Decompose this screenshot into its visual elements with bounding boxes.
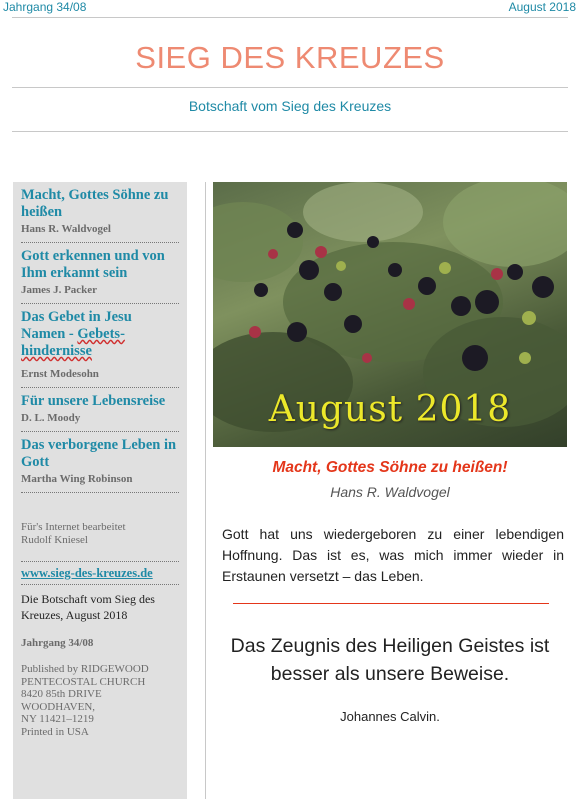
column-divider [205,182,206,799]
toc-item[interactable] [21,304,179,388]
masthead-rule [12,87,568,88]
publisher-line: WOODHAVEN, [21,700,96,713]
publisher-line: Published by RIDGEWOOD [21,663,149,675]
toc-item-title[interactable] [21,309,179,360]
editor-name: Rudolf Kniesel [21,534,88,546]
publisher-line: 8420 85th DRIVE [21,688,102,700]
table-of-contents [13,182,187,799]
toc-item-title[interactable]: Gott erkennen und von Ihm erkannt sein [21,248,165,281]
article-author: Hans R. Waldvogel [330,484,450,500]
toc-title-part: Gebets-hindernisse [21,326,125,359]
toc-title-part: Das Gebet in Jesu Namen - [21,309,132,342]
publisher-line: PENTECOSTAL CHURCH [21,675,146,688]
publisher-line: NY 11421–1219 [21,713,94,725]
section-divider [233,603,549,604]
article-title: Macht, Gottes Söhne zu heißen! [272,459,508,476]
article-body: Gott hat uns wiedergeboren zu einer lebendigen Hoffnung. Das ist es, was mich immer wieder in Erstaunen versetzt – das Leben. [222,526,564,584]
publisher-info [21,663,179,738]
sidebar-info [21,493,179,738]
toc-item-author: D. L. Moody [21,412,81,424]
about-text: Die Botschaft vom Sieg des Kreuzes, August 2018 [21,592,155,622]
top-rule [12,17,568,18]
masthead-subtitle: Botschaft vom Sieg des Kreuzes [188,98,392,114]
quote-text: Das Zeugnis des Heiligen Geistes ist besser als unsere Beweise. [230,635,550,685]
subtitle-rule [12,131,568,132]
toc-item-author: Ernst Modesohn [21,368,99,380]
quote-author: Johannes Calvin. [340,709,440,724]
toc-item[interactable] [21,182,179,243]
edited-label: Für's Internet bearbeitet [21,521,126,533]
toc-item-title[interactable]: Macht, Gottes Söhne zu heißen [21,187,169,220]
toc-item[interactable] [21,432,179,493]
hero-image [213,182,567,447]
hero-caption: August 2018 [268,389,512,430]
publisher-line: Printed in USA [21,725,89,738]
toc-item-author: James J. Packer [21,284,98,296]
volume-label: Jahrgang 34/08 [21,637,94,649]
toc-item-author: Hans R. Waldvogel [21,223,111,235]
toc-item-title[interactable]: Das verborgene Leben in Gott [21,437,177,470]
issue-date: August 2018 [508,0,576,14]
issue-number: Jahrgang 34/08 [3,0,87,14]
toc-item[interactable] [21,243,179,304]
top-line [0,0,580,16]
website-link[interactable]: www.sieg-des-kreuzes.de [21,561,179,585]
toc-item[interactable] [21,388,179,432]
toc-item-author: Martha Wing Robinson [21,473,133,485]
toc-item-title[interactable]: Für unsere Lebensreise [21,393,166,409]
masthead-title: SIEG DES KREUZES [135,40,445,75]
